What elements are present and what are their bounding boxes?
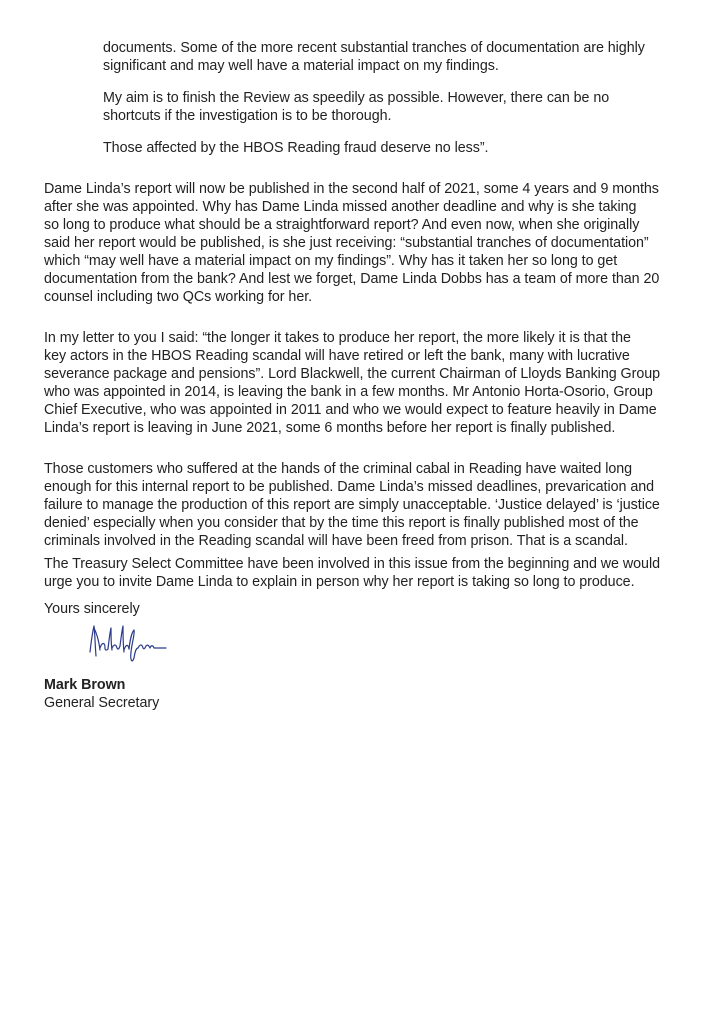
- paragraph-line: denied’ especially when you consider that by the time this report is finally published most of the: [44, 515, 639, 531]
- paragraph-line: so long to produce what should be a straightforward report? And even now, when she originally: [44, 217, 640, 233]
- quote-line: documents. Some of the more recent substantial tranches of documentation are highly: [103, 40, 645, 56]
- paragraph-line: Dame Linda’s report will now be published in the second half of 2021, some 4 years and 9 months: [44, 181, 659, 197]
- paragraph-line: urge you to invite Dame Linda to explain in person why her report is taking so long to produce.: [44, 574, 635, 590]
- paragraph-line: enough for this internal report to be published. Dame Linda’s missed deadlines, prevarication and: [44, 479, 655, 495]
- paragraph-line: who was appointed in 2014, is leaving the bank in a few months. Mr Antonio Horta-Osorio, Group: [44, 384, 653, 400]
- quote-line: shortcuts if the investigation is to be thorough.: [103, 108, 392, 124]
- paragraph-line: Chief Executive, who was appointed in 2011 and who we would expect to feature heavily in Dame: [44, 402, 657, 418]
- paragraph-line: The Treasury Select Committee have been involved in this issue from the beginning and we would: [44, 556, 660, 572]
- paragraph-line: key actors in the HBOS Reading scandal will have retired or left the bank, many with lucrative: [44, 348, 630, 364]
- paragraph-line: documentation from the bank? And lest we forget, Dame Linda Dobbs has a team of more than 20: [44, 271, 660, 287]
- paragraph-line: Linda’s report is leaving in June 2021, some 6 months before her report is finally published.: [44, 420, 616, 436]
- signatory-name: Mark Brown: [44, 677, 126, 693]
- quote-line: Those affected by the HBOS Reading fraud deserve no less”.: [103, 140, 489, 156]
- paragraph-line: after she was appointed. Why has Dame Linda missed another deadline and why is she taking: [44, 199, 637, 215]
- paragraph-line: criminals involved in the Reading scandal will have been freed from prison. That is a scandal.: [44, 533, 628, 549]
- paragraph-line: which “may well have a material impact on my findings”. Why has it taken her so long to get: [44, 253, 618, 269]
- handwritten-signature-icon: [86, 622, 168, 668]
- paragraph-line: In my letter to you I said: “the longer it takes to produce her report, the more likely it is that the: [44, 330, 631, 346]
- signatory-title: General Secretary: [44, 695, 160, 711]
- paragraph-line: failure to manage the production of this report are simply unacceptable. ‘Justice delayed’ is ‘justice: [44, 497, 660, 513]
- paragraph-line: said her report would be published, is she just receiving: “substantial tranches of documentation”: [44, 235, 649, 251]
- closing-salutation: Yours sincerely: [44, 601, 140, 617]
- quote-line: significant and may well have a material impact on my findings.: [103, 58, 499, 74]
- paragraph-line: counsel including two QCs working for her.: [44, 289, 313, 305]
- paragraph-line: Those customers who suffered at the hands of the criminal cabal in Reading have waited long: [44, 461, 633, 477]
- paragraph-line: severance package and pensions”. Lord Blackwell, the current Chairman of Lloyds Banking Group: [44, 366, 661, 382]
- quote-line: My aim is to finish the Review as speedily as possible. However, there can be no: [103, 90, 610, 106]
